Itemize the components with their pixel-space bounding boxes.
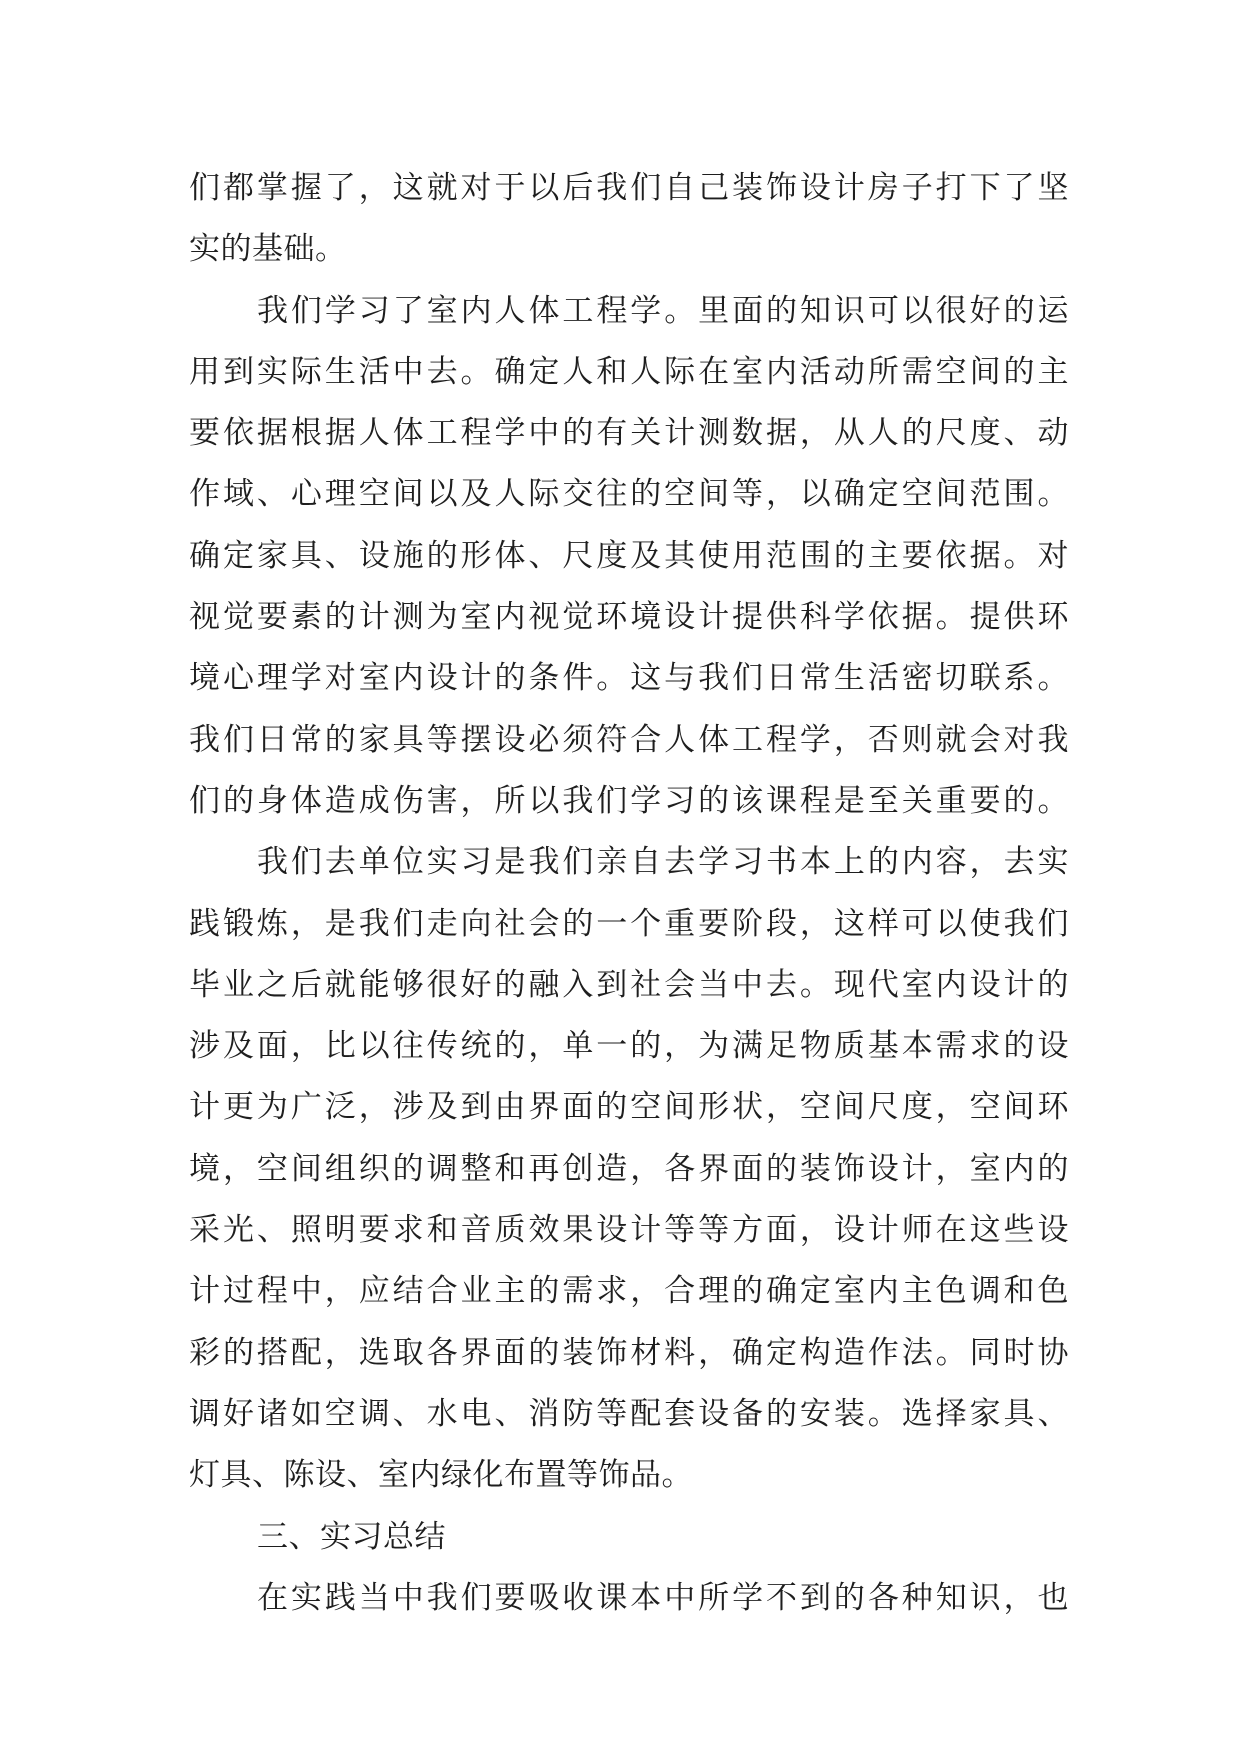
text-line: 作域、心理空间以及人际交往的空间等，以确定空间范围。 <box>189 476 1069 513</box>
body-text <box>189 158 1069 1629</box>
text-line: 确定家具、设施的形体、尺度及其使用范围的主要依据。对 <box>189 537 1069 574</box>
text-line: 用到实际生活中去。确定人和人际在室内活动所需空间的主 <box>189 353 1069 390</box>
text-line: 计更为广泛，涉及到由界面的空间形状，空间尺度，空间环 <box>189 1089 1069 1126</box>
text-line: 践锻炼，是我们走向社会的一个重要阶段，这样可以使我们 <box>189 905 1069 942</box>
text-line: 境，空间组织的调整和再创造，各界面的装饰设计，室内的 <box>189 1150 1069 1187</box>
text-line: 计过程中，应结合业主的需求，合理的确定室内主色调和色 <box>189 1273 1069 1310</box>
text-line: 要依据根据人体工程学中的有关计测数据，从人的尺度、动 <box>189 415 1069 452</box>
text-line: 我们去单位实习是我们亲自去学习书本上的内容，去实 <box>257 844 1069 881</box>
text-line: 视觉要素的计测为室内视觉环境设计提供科学依据。提供环 <box>189 599 1069 636</box>
text-line: 实的基础。 <box>189 231 347 268</box>
text-line: 们的身体造成伤害，所以我们学习的该课程是至关重要的。 <box>189 782 1069 819</box>
text-line: 们都掌握了，这就对于以后我们自己装饰设计房子打下了坚 <box>189 170 1069 206</box>
text-line: 毕业之后就能够很好的融入到社会当中去。现代室内设计的 <box>189 966 1069 1003</box>
text-line: 彩的搭配，选取各界面的装饰材料，确定构造作法。同时协 <box>189 1334 1069 1371</box>
text-line: 在实践当中我们要吸收课本中所学不到的各种知识，也 <box>257 1579 1069 1616</box>
section-heading: 三、实习总结 <box>257 1518 446 1555</box>
text-line: 涉及面，比以往传统的，单一的，为满足物质基本需求的设 <box>189 1028 1069 1065</box>
text-line: 境心理学对室内设计的条件。这与我们日常生活密切联系。 <box>189 660 1069 697</box>
text-line: 调好诸如空调、水电、消防等配套设备的安装。选择家具、 <box>189 1395 1069 1432</box>
text-line: 采光、照明要求和音质效果设计等等方面，设计师在这些设 <box>189 1212 1069 1249</box>
text-line: 灯具、陈设、室内绿化布置等饰品。 <box>189 1457 693 1494</box>
text-line: 我们学习了室内人体工程学。里面的知识可以很好的运 <box>257 292 1069 329</box>
text-line: 我们日常的家具等摆设必须符合人体工程学，否则就会对我 <box>189 721 1069 758</box>
